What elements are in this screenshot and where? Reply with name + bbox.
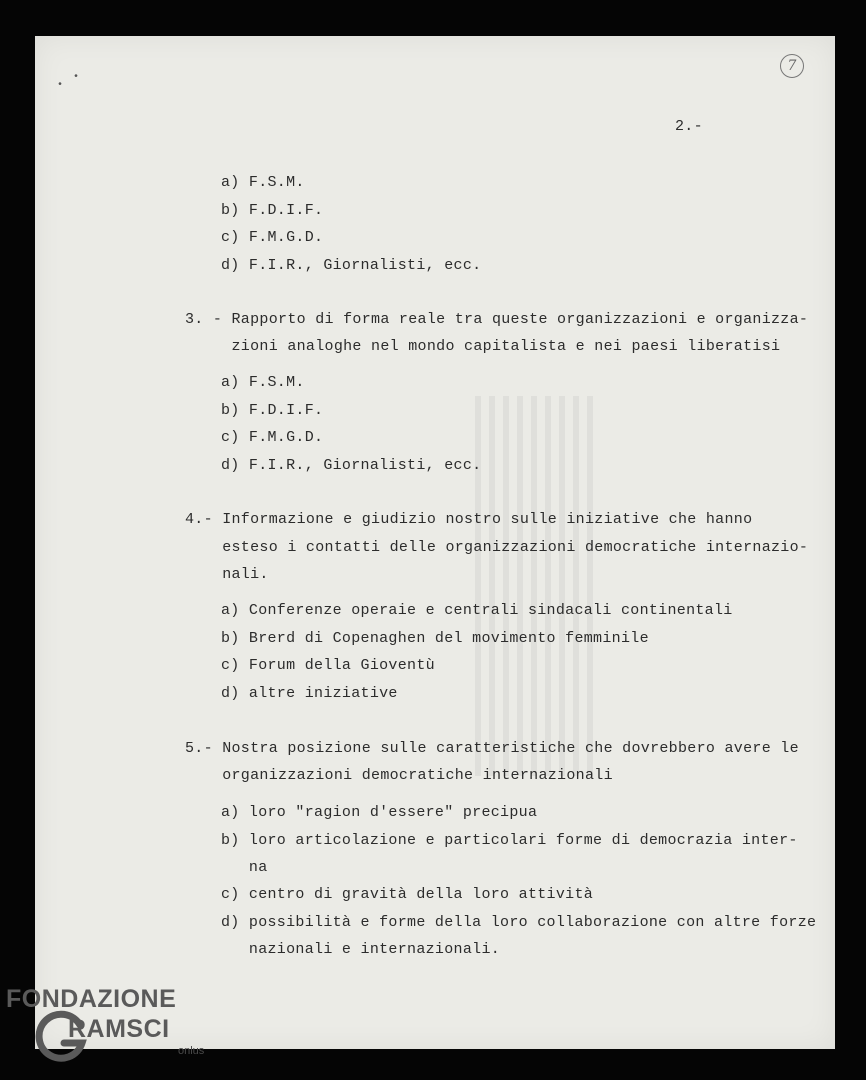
list-item: d) F.I.R., Giornalisti, ecc. (221, 457, 482, 474)
list-item: c) F.M.G.D. (221, 429, 324, 446)
section-heading: esteso i contatti delle organizzazioni democratiche internazio- (185, 539, 809, 556)
fondazione-gramsci-logo (6, 985, 226, 1075)
section-heading: 3. - Rapporto di forma reale tra queste organizzazioni e organizza- (185, 311, 809, 328)
list-item: c) centro di gravità della loro attività (221, 886, 594, 903)
ink-mark: • (57, 80, 64, 91)
list-item: c) F.M.G.D. (221, 229, 324, 246)
section-heading: nali. (185, 566, 269, 583)
section-heading: zioni analoghe nel mondo capitalista e nei paesi liberatisi (185, 338, 781, 355)
document-page (35, 36, 835, 1049)
list-item: a) loro "ragion d'essere" precipua (221, 804, 538, 821)
page-number: 2.- (675, 118, 703, 135)
list-item: nazionali e internazionali. (221, 941, 501, 958)
logo-line2: RAMSCI (68, 1015, 170, 1043)
list-item: d) F.I.R., Giornalisti, ecc. (221, 257, 482, 274)
ink-mark: • (73, 72, 80, 83)
list-item: b) loro articolazione e particolari forme di democrazia inter- (221, 832, 798, 849)
list-item: a) F.S.M. (221, 174, 305, 191)
section-heading: organizzazioni democratiche internazionali (185, 767, 613, 784)
list-item: b) F.D.I.F. (221, 202, 324, 219)
list-item: a) F.S.M. (221, 374, 305, 391)
logo-line1: FONDAZIONE (6, 985, 177, 1013)
list-item: na (221, 859, 268, 876)
section-heading: 5.- Nostra posizione sulle caratteristiche che dovrebbero avere le (185, 740, 799, 757)
list-item: b) Brerd di Copenaghen del movimento femminile (221, 630, 649, 647)
watermark (475, 396, 595, 776)
section-heading: 4.- Informazione e giudizio nostro sulle iniziative che hanno (185, 511, 753, 528)
list-item: b) F.D.I.F. (221, 402, 324, 419)
logo-suffix: onlus (178, 1045, 205, 1057)
list-item: d) possibilità e forme della loro collaborazione con altre forze (221, 914, 817, 931)
page-stamp: 7 (780, 54, 804, 78)
list-item: c) Forum della Gioventù (221, 657, 435, 674)
list-item: a) Conferenze operaie e centrali sindacali continentali (221, 602, 733, 619)
list-item: d) altre iniziative (221, 685, 398, 702)
